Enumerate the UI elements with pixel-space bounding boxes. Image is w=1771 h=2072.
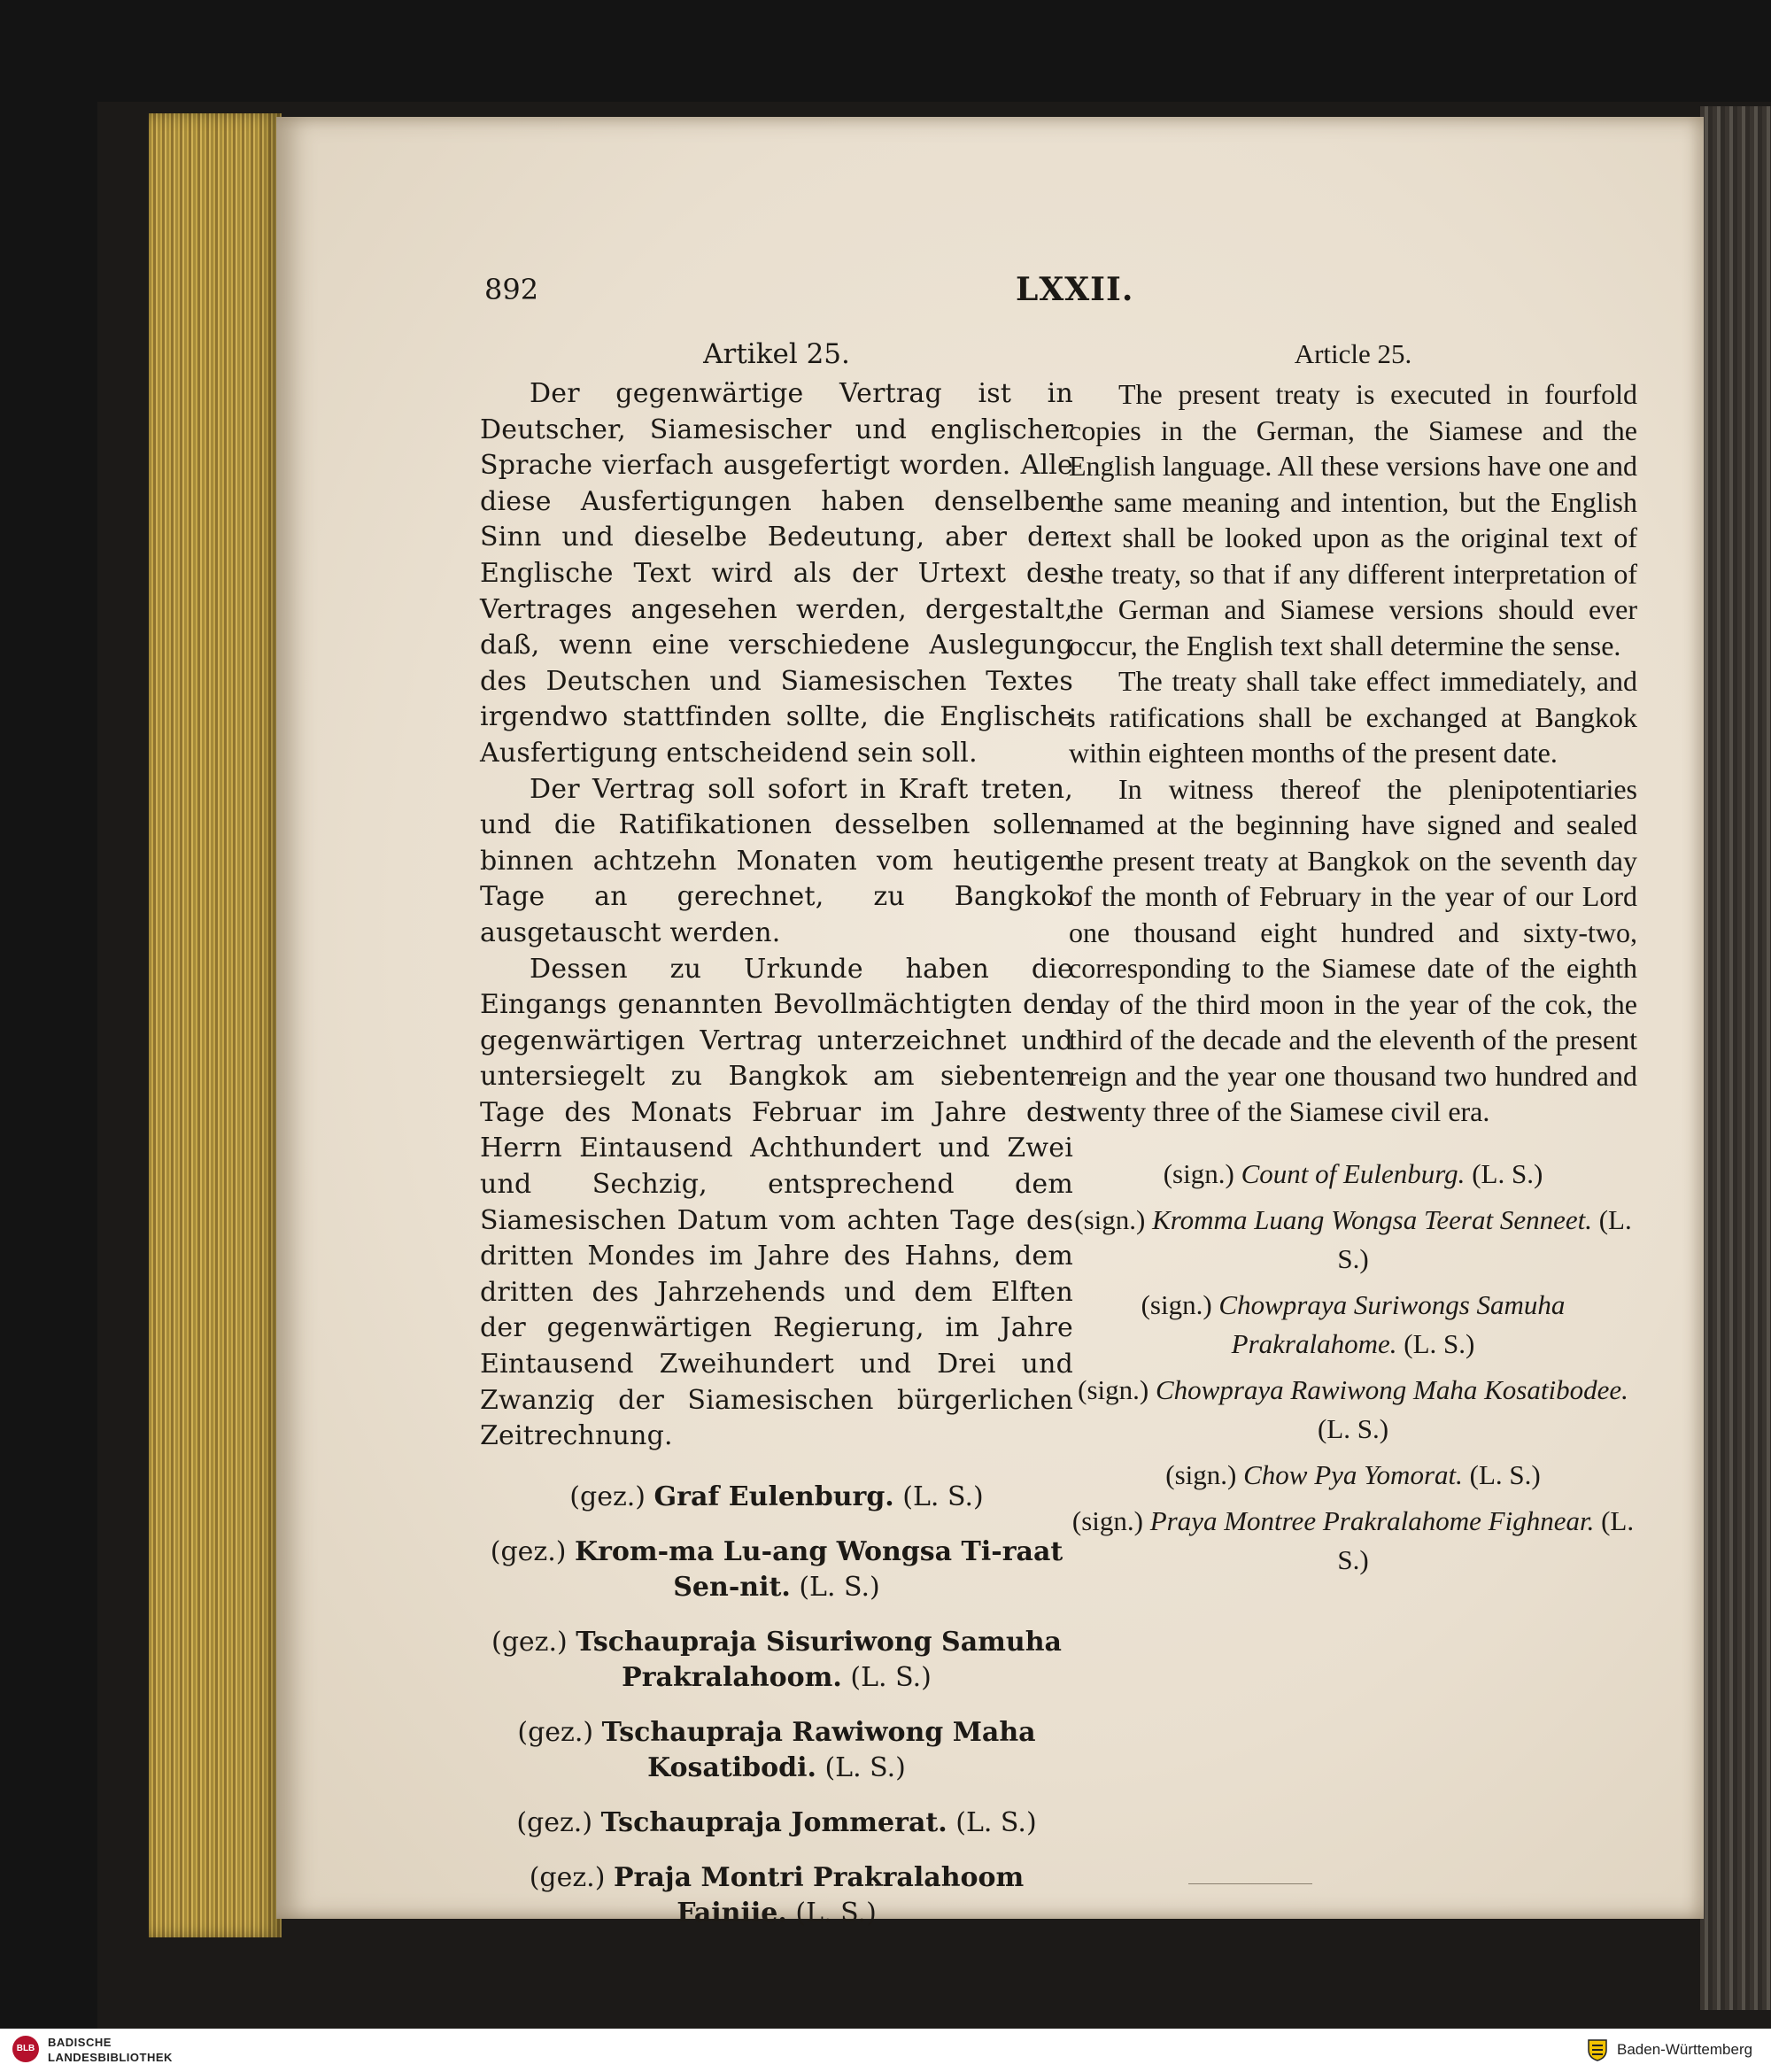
german-signature: (gez.) Tschaupraja Sisuriwong Samuha Prakralahoom. (L. S.) — [491, 1626, 1062, 1693]
english-signature: (sign.) Chow Pya Yomorat. (L. S.) — [1165, 1458, 1541, 1490]
german-signature: (gez.) Tschaupraja Jommerat. (L. S.) — [516, 1806, 1037, 1838]
german-column — [480, 332, 1073, 1951]
german-paragraph: Der gegenwärtige Vertrag ist in Deutscher, Siamesischer und englischer Sprache vierfach ausgefertigt worden. Alle diese Ausfertigungen haben denselben Sinn und dieselbe Bedeutung, aber der Englische Text wird als der Urtext des Vertrages angesehen werden, dergestalt, daß, wenn eine verschiedene Auslegung des Deutschen und Siamesischen Textes irgendwo stattfinden sollte, die Englische Ausfertigung entscheidend sein soll. — [480, 378, 1073, 769]
baden-wuerttemberg-crest-icon — [1585, 2037, 1610, 2062]
german-signature: (gez.) Graf Eulenburg. (L. S.) — [569, 1481, 984, 1512]
page-stack-edges — [149, 113, 282, 1937]
english-paragraph: The treaty shall take effect immediately, and its ratifications shall be exchanged at Bangkok within eighteen months of the present date. — [1069, 665, 1637, 769]
book-page — [276, 117, 1704, 1929]
english-signature: (sign.) Praya Montree Prakralahome Fighnear. (L. S.) — [1071, 1504, 1635, 1575]
page-number: 892 — [484, 273, 539, 306]
page-header — [276, 267, 1704, 321]
german-signature: (gez.) Krom-ma Lu-ang Wongsa Ti-raat Sen-nit. (L. S.) — [490, 1535, 1063, 1603]
german-signature: (gez.) Praja Montri Prakralahoom Fainiie. (L. S.) — [529, 1861, 1025, 1929]
footer-rule — [1188, 1883, 1312, 1884]
german-paragraph: Dessen zu Urkunde haben die Eingangs genannten Bevollmächtigten den gegenwärtigen Vertrag unterzeichnet und untersiegelt zu Bangkok am siebenten Tage des Monats Februar im Jahre des Herrn Eintausend Achthundert und Zwei und Sechzig, entsprechend dem Siamesischen Datum vom achten Tage des dritten Mondes im Jahre des Hahns, dem dritten des Jahrzehends und dem Elften der gegenwärtigen Regierung, im Jahre Eintausend Zweihundert und Drei und Zwanzig der Siamesischen bürgerlichen Zeitrechnung. — [480, 953, 1073, 1452]
blb-library-name: BADISCHE LANDESBIBLIOTHEK — [48, 2036, 173, 2064]
english-signature: (sign.) Chowpraya Rawiwong Maha Kosatibodee. (L. S.) — [1078, 1373, 1628, 1444]
book-cover-edge — [1700, 106, 1771, 2010]
german-signature: (gez.) Tschaupraja Rawiwong Maha Kosatibodi. (L. S.) — [517, 1716, 1036, 1783]
footer-bar — [0, 2029, 1771, 2072]
english-paragraph: In witness thereof the plenipotentiaries named at the beginning have signed and sealed the present treaty at Bangkok on the seventh day of the month of February in the year of our Lord one thousand eight hundred and sixty-two, corresponding to the Siamese date of the eighth day of the third moon in the year of the cok, the third of the decade and the eleventh of the present reign and the year one thousand two hundred and twenty three of the Siamese civil era. — [1069, 772, 1637, 1127]
english-signature: (sign.) Chowpraya Suriwongs Samuha Prakralahome. (L. S.) — [1141, 1288, 1566, 1359]
german-article-title: Artikel 25. — [703, 338, 850, 370]
english-signature: (sign.) Count of Eulenburg. (L. S.) — [1163, 1157, 1543, 1189]
english-signatures — [1069, 1155, 1637, 1580]
english-signature: (sign.) Kromma Luang Wongsa Teerat Senneet. (L. S.) — [1074, 1203, 1632, 1274]
baden-wuerttemberg-label: Baden-Württemberg — [1617, 2041, 1753, 2058]
sheet-number: LXXII. — [1016, 271, 1134, 308]
german-signatures — [480, 1480, 1073, 1931]
german-paragraph: Der Vertrag soll sofort in Kraft treten, und die Ratifikationen desselben sollen binnen achtzehn Monaten vom heutigen Tage an gerechnet, zu Bangkok ausgetauscht werden. — [480, 773, 1073, 948]
english-article-title: Article 25. — [1294, 338, 1412, 369]
blb-logo-icon: BLB — [12, 2036, 39, 2062]
english-paragraph: The present treaty is executed in fourfold copies in the German, the Siamese and the English language. All these versions have one and the same meaning and intention, but the English text shall be looked upon as the original text of the treaty, so that if any different interpretation of the German and Siamese versions should ever occur, the English text shall determine the sense. — [1069, 378, 1637, 661]
english-column — [1069, 332, 1637, 1587]
